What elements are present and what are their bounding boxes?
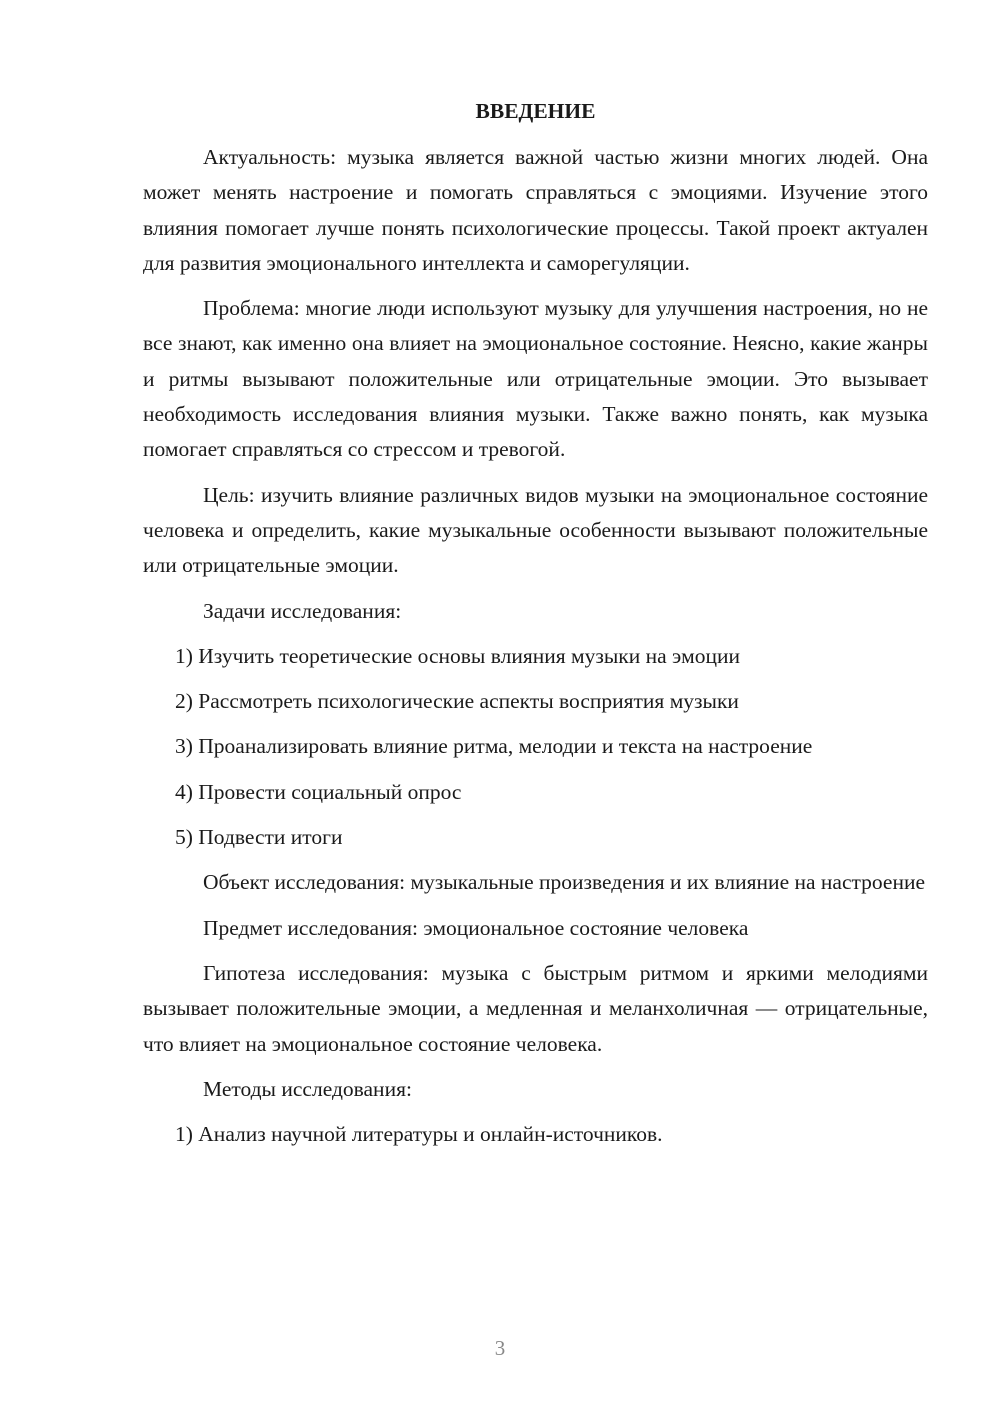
goal-paragraph: Цель: изучить влияние различных видов музыки на эмоциональное состояние человека и определить, какие музыкальные особенности вызывают положительные или отрицательные эмоции. xyxy=(143,482,928,578)
problem-paragraph: Проблема: многие люди используют музыку для улучшения настроения, но не все знают, как именно она влияет на эмоциональное состояние. Неясно, какие жанры и ритмы вызывают положительные или отрицательные эмоции. Это вызывает необходимость исследования влияния музыки. Также важно понять, как музыка помогает справляться со стрессом и тревогой. xyxy=(143,296,928,462)
tasks-heading: Задачи исследования: xyxy=(203,598,402,623)
task-item: 5) Подвести итоги xyxy=(175,825,343,850)
subject-paragraph: Предмет исследования: эмоциональное состояние человека xyxy=(203,915,749,940)
object-paragraph: Объект исследования: музыкальные произведения и их влияние на настроение xyxy=(203,870,926,895)
document-page xyxy=(143,92,928,1162)
methods-list xyxy=(143,1117,928,1152)
section-title: ВВЕДЕНИЕ xyxy=(475,99,596,123)
methods-heading: Методы исследования: xyxy=(203,1076,412,1101)
task-item: 1) Изучить теоретические основы влияния музыки на эмоции xyxy=(175,643,740,668)
tasks-list xyxy=(143,639,928,855)
method-item: 1) Анализ научной литературы и онлайн-источников. xyxy=(175,1122,663,1147)
page-number: 3 xyxy=(494,1336,506,1360)
relevance-paragraph: Актуальность: музыка является важной частью жизни многих людей. Она может менять настроение и помогать справляться с эмоциями. Изучение этого влияния помогает лучше понять психологические процессы. Такой проект актуален для развития эмоционального интеллекта и саморегуляции. xyxy=(143,145,928,275)
task-item: 2) Рассмотреть психологические аспекты восприятия музыки xyxy=(175,689,739,714)
task-item: 4) Провести социальный опрос xyxy=(175,779,462,804)
hypothesis-paragraph: Гипотеза исследования: музыка с быстрым ритмом и яркими мелодиями вызывает положительные эмоции, а медленная и меланхоличная — отрицательные, что влияет на эмоциональное состояние человека. xyxy=(143,960,928,1056)
task-item: 3) Проанализировать влияние ритма, мелодии и текста на настроение xyxy=(175,734,813,759)
